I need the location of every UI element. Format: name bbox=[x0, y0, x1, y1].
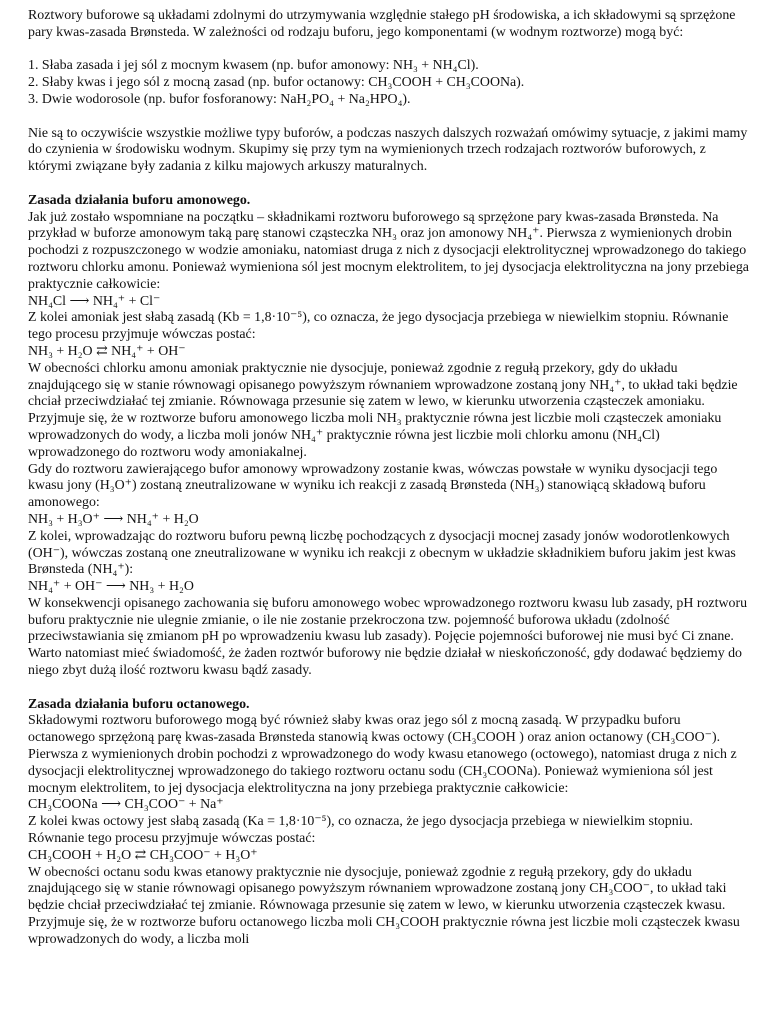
acetate-intro-paragraph: Składowymi roztworu buforowego mogą być również słaby kwas oraz jego sól z mocną zasadą. W przypadku buforu octanowego sprzężoną parę kwas-zasada Brønsteda stanowią kwas octowy (CH₃COOH ) oraz anion octanowy (CH₃COO⁻). Pierwsza z wymienionych drobin pochodzi z wprowadzonego do wody kwasu etanowego (octowego), natomiast druga z nich z dysocjacji elektrolitycznej wprowadzonego do takiego roztworu octanu sodu (CH₃COONa). Ponieważ wymieniona sól jest mocnym elektrolitem, to jej dysocjacja elektrolityczna na jony przebiega praktycznie całkowicie: bbox=[28, 713, 737, 796]
intro-paragraph: Roztwory buforowe są układami zdolnymi do utrzymywania względnie stałego pH środowiska, a ich składowymi są sprzężone pary kwas-zasada Brønsteda. W zależności od rodzaju buforu, jego komponentami (w wodnym roztworze) mogą być: bbox=[28, 8, 736, 40]
equation-acetate-dissociation: CH₃COONa ⟶ CH₃COO⁻ + Na⁺ bbox=[28, 797, 224, 813]
acid-addition-paragraph: Gdy do roztworu zawierającego bufor amonowy wprowadzony zostanie kwas, wówczas powstałe w wyniku dysocjacji tego kwasu jony (H₃O⁺) zostaną zneutralizowane w wyniku ich reakcji z zasadą Brønsteda (NH₃) stanowiącą składową buforu amonowego: bbox=[28, 461, 718, 511]
ammonium-intro-paragraph: Jak już zostało wspomniane na początku – składnikami roztworu buforowego są sprzężone pary kwas-zasada Brønsteda. Na przykład w buforze amonowym taką parę stanowi cząsteczka NH₃ oraz jon amonowy NH₄⁺. Pierwsza z wymienionych drobin pochodzi z rozpuszczonego w wodzie amoniaku, natomiast druga z nich z dysocjacji elektrolitycznej wprowadzonego do takiego roztworu chlorku amonu. Ponieważ wymieniona sól jest mocnym elektrolitem, to jej dysocjacja elektrolityczna na jony przebiega praktycznie całkowicie: bbox=[28, 209, 749, 292]
buffer-capacity-paragraph: W konsekwencji opisanego zachowania się buforu amonowego wobec wprowadzonego roztworu kwasu lub zasady, pH roztworu buforu praktycznie nie ulegnie zmianie, o ile nie zostanie przekroczona tzw. pojemność buforowa układu (zdolność przeciwstawiania się zmianom pH po wprowadzeniu kwasu lub zasady). Pojęcie pojemności buforowej nie musi być Ci znane. Warto natomiast mieć świadomość, że żaden roztwór buforowy nie będzie działał w nieskończoność, gdy dodawać będziemy do niego zbyt dużą ilość roztworu kwasu bądź zasady. bbox=[28, 595, 748, 679]
paragraph-gap bbox=[28, 680, 750, 697]
paragraph-gap bbox=[28, 109, 750, 126]
le-chatelier-ammonium-paragraph: W obecności chlorku amonu amoniak praktycznie nie dysocjuje, ponieważ zgodnie z regułą przekory, gdy do układu znajdującego się w stanie równowagi opisanego powyższym równaniem wprowadzone zostaną jony NH₄⁺, to układ taki będzie chciał przeciwdziałać tej zmianie. Równowaga przesunie się zatem w lewo, w kierunku utworzenia cząsteczek amoniaku. Przyjmuje się, że w roztworze buforu amonowego liczba moli NH₃ praktycznie równa jest liczbie moli cząsteczek amoniaku wprowadzonych do wody, a liczba moli jonów NH₄⁺ praktycznie równa jest liczbie moli chlorku amonu (NH₄Cl) wprowadzonego do roztworu wody amoniakalnej. bbox=[28, 360, 738, 460]
ammonia-weak-base-paragraph: Z kolei amoniak jest słabą zasadą (Kb = 1,8·10⁻⁵), co oznacza, że jego dysocjacja przebiega w niewielkim stopniu. Równanie tego procesu przyjmuje wówczas postać: bbox=[28, 310, 729, 343]
scope-paragraph: Nie są to oczywiście wszystkie możliwe typy buforów, a podczas naszych dalszych rozważań omówimy sytuacje, z jakimi mamy do czynienia w środowisku wodnym. Skupimy się przy tym na wymienionych trzech rodzajach roztworów buforowych, z którymi związane były zadania z kilku majowych arkuszy maturalnych. bbox=[28, 125, 748, 175]
equation-base-neutralization: NH₄⁺ + OH⁻ ⟶ NH₃ + H₂O bbox=[28, 579, 194, 595]
equation-acid-neutralization: NH₃ + H₃O⁺ ⟶ NH₄⁺ + H₂O bbox=[28, 511, 199, 527]
base-addition-paragraph: Z kolei, wprowadzając do roztworu buforu pewną liczbę pochodzących z dysocjacji mocnej zasady jonów wodorotlenkowych (OH⁻), wówczas zostaną one zneutralizowane w wyniku ich reakcji z obecnym w układzie składnikiem buforu jakim jest kwas Brønsteda (NH₄⁺): bbox=[28, 528, 736, 578]
document-page bbox=[28, 8, 750, 949]
buffer-type-3: 3. Dwie wodorosole (np. bufor fosforanowy: NaH₂PO₄ + Na₂HPO₄). bbox=[28, 91, 411, 107]
section-heading-acetate: Zasada działania buforu octanowego. bbox=[28, 696, 250, 712]
equation-ammonia-equilibrium: NH₃ + H₂O ⇄ NH₄⁺ + OH⁻ bbox=[28, 343, 186, 359]
paragraph-gap bbox=[28, 176, 750, 193]
acetic-acid-weak-paragraph: Z kolei kwas octowy jest słabą zasadą (Ka = 1,8·10⁻⁵), co oznacza, że jego dysocjacja przebiega w niewielkim stopniu. Równanie tego procesu przyjmuje wówczas postać: bbox=[28, 814, 693, 847]
buffer-type-1: 1. Słaba zasada i jej sól z mocnym kwasem (np. bufor amonowy: NH₃ + NH₄Cl). bbox=[28, 58, 479, 74]
equation-nh4cl-dissociation: NH₄Cl ⟶ NH₄⁺ + Cl⁻ bbox=[28, 293, 161, 309]
buffer-type-2: 2. Słaby kwas i jego sól z mocną zasad (np. bufor octanowy: CH₃COOH + CH₃COONa). bbox=[28, 75, 525, 91]
section-heading-ammonium: Zasada działania buforu amonowego. bbox=[28, 192, 251, 208]
equation-acetic-equilibrium: CH₃COOH + H₂O ⇄ CH₃COO⁻ + H₃O⁺ bbox=[28, 847, 258, 863]
le-chatelier-acetate-paragraph: W obecności octanu sodu kwas etanowy praktycznie nie dysocjuje, ponieważ zgodnie z regułą przekory, gdy do układu znajdującego się w stanie równowagi opisanego powyższym równaniem wprowadzone zostaną jony CH₃COO⁻, to układ taki będzie chciał przeciwdziałać tej zmianie. Równowaga przesunie się zatem w lewo, w kierunku utworzenia cząsteczek kwasu. Przyjmuje się, że w roztworze buforu octanowego liczba moli CH₃COOH praktycznie równa jest liczbie moli cząsteczek kwasu wprowadzonych do wody, a liczba moli bbox=[28, 864, 740, 947]
paragraph-gap bbox=[28, 42, 750, 59]
